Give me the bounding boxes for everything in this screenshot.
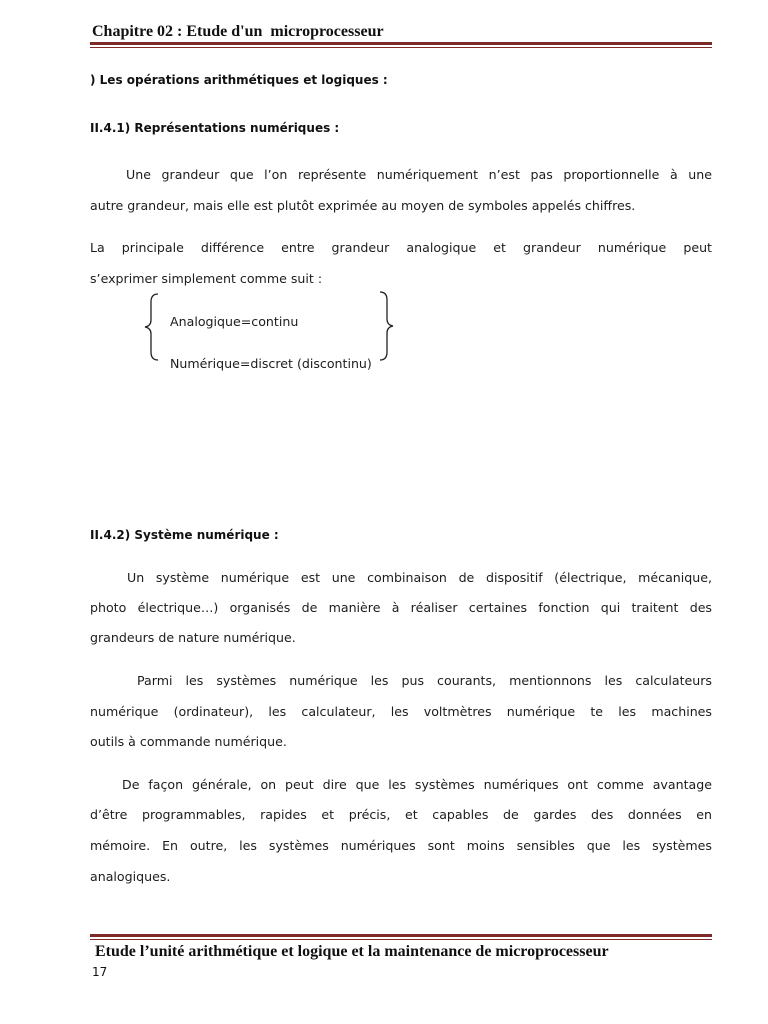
section-2-4-2-title: II.4.2) Système numérique : [90,528,279,542]
page-number: 17 [92,965,108,979]
paragraph-line: De façon générale, on peut dire que les systèmes numériques ont comme avantage [122,777,712,792]
paragraph-line: photo électrique…) organisés de manière à réaliser certaines fonction qui traitent des [90,600,712,615]
paragraph-line: outils à commande numérique. [90,734,287,749]
paragraph-line: s’exprimer simplement comme suit : [90,271,323,286]
paragraph-line: autre grandeur, mais elle est plutôt exprimée au moyen de symboles appelés chiffres. [90,198,636,213]
paragraph-line: Une grandeur que l’on représente numériquement n’est pas proportionnelle à une [126,167,712,182]
paragraph-line: mémoire. En outre, les systèmes numériques sont moins sensibles que les systèmes [90,838,712,853]
paragraph-line: analogiques. [90,869,171,884]
section-2-4-1-title: II.4.1) Représentations numériques : [90,121,340,135]
paragraph-line: grandeurs de nature numérique. [90,630,296,645]
paragraph-line: La principale différence entre grandeur analogique et grandeur numérique peut [90,240,712,255]
paragraph-line: d’être programmables, rapides et précis, et capables de gardes des données en [90,807,712,822]
paragraph-line: Un système numérique est une combinaison de dispositif (électrique, mécanique, [127,570,712,585]
header-rule [90,42,712,48]
footer-rule [90,934,712,940]
paragraph-line: numérique (ordinateur), les calculateur, les voltmètres numérique te les machines [90,704,712,719]
footer-title: Etude l’unité arithmétique et logique et la maintenance de microprocesseur [95,943,609,960]
left-brace [142,292,162,362]
section-operations-title: ) Les opérations arithmétiques et logiques : [90,73,388,87]
chapter-header: Chapitre 02 : Etude d'un microprocesseur [92,23,384,40]
brace-item-analog: Analogique=continu [170,314,299,329]
brace-item-digital: Numérique=discret (discontinu) [170,356,372,371]
paragraph-line: Parmi les systèmes numérique les pus courants, mentionnons les calculateurs [137,673,712,688]
